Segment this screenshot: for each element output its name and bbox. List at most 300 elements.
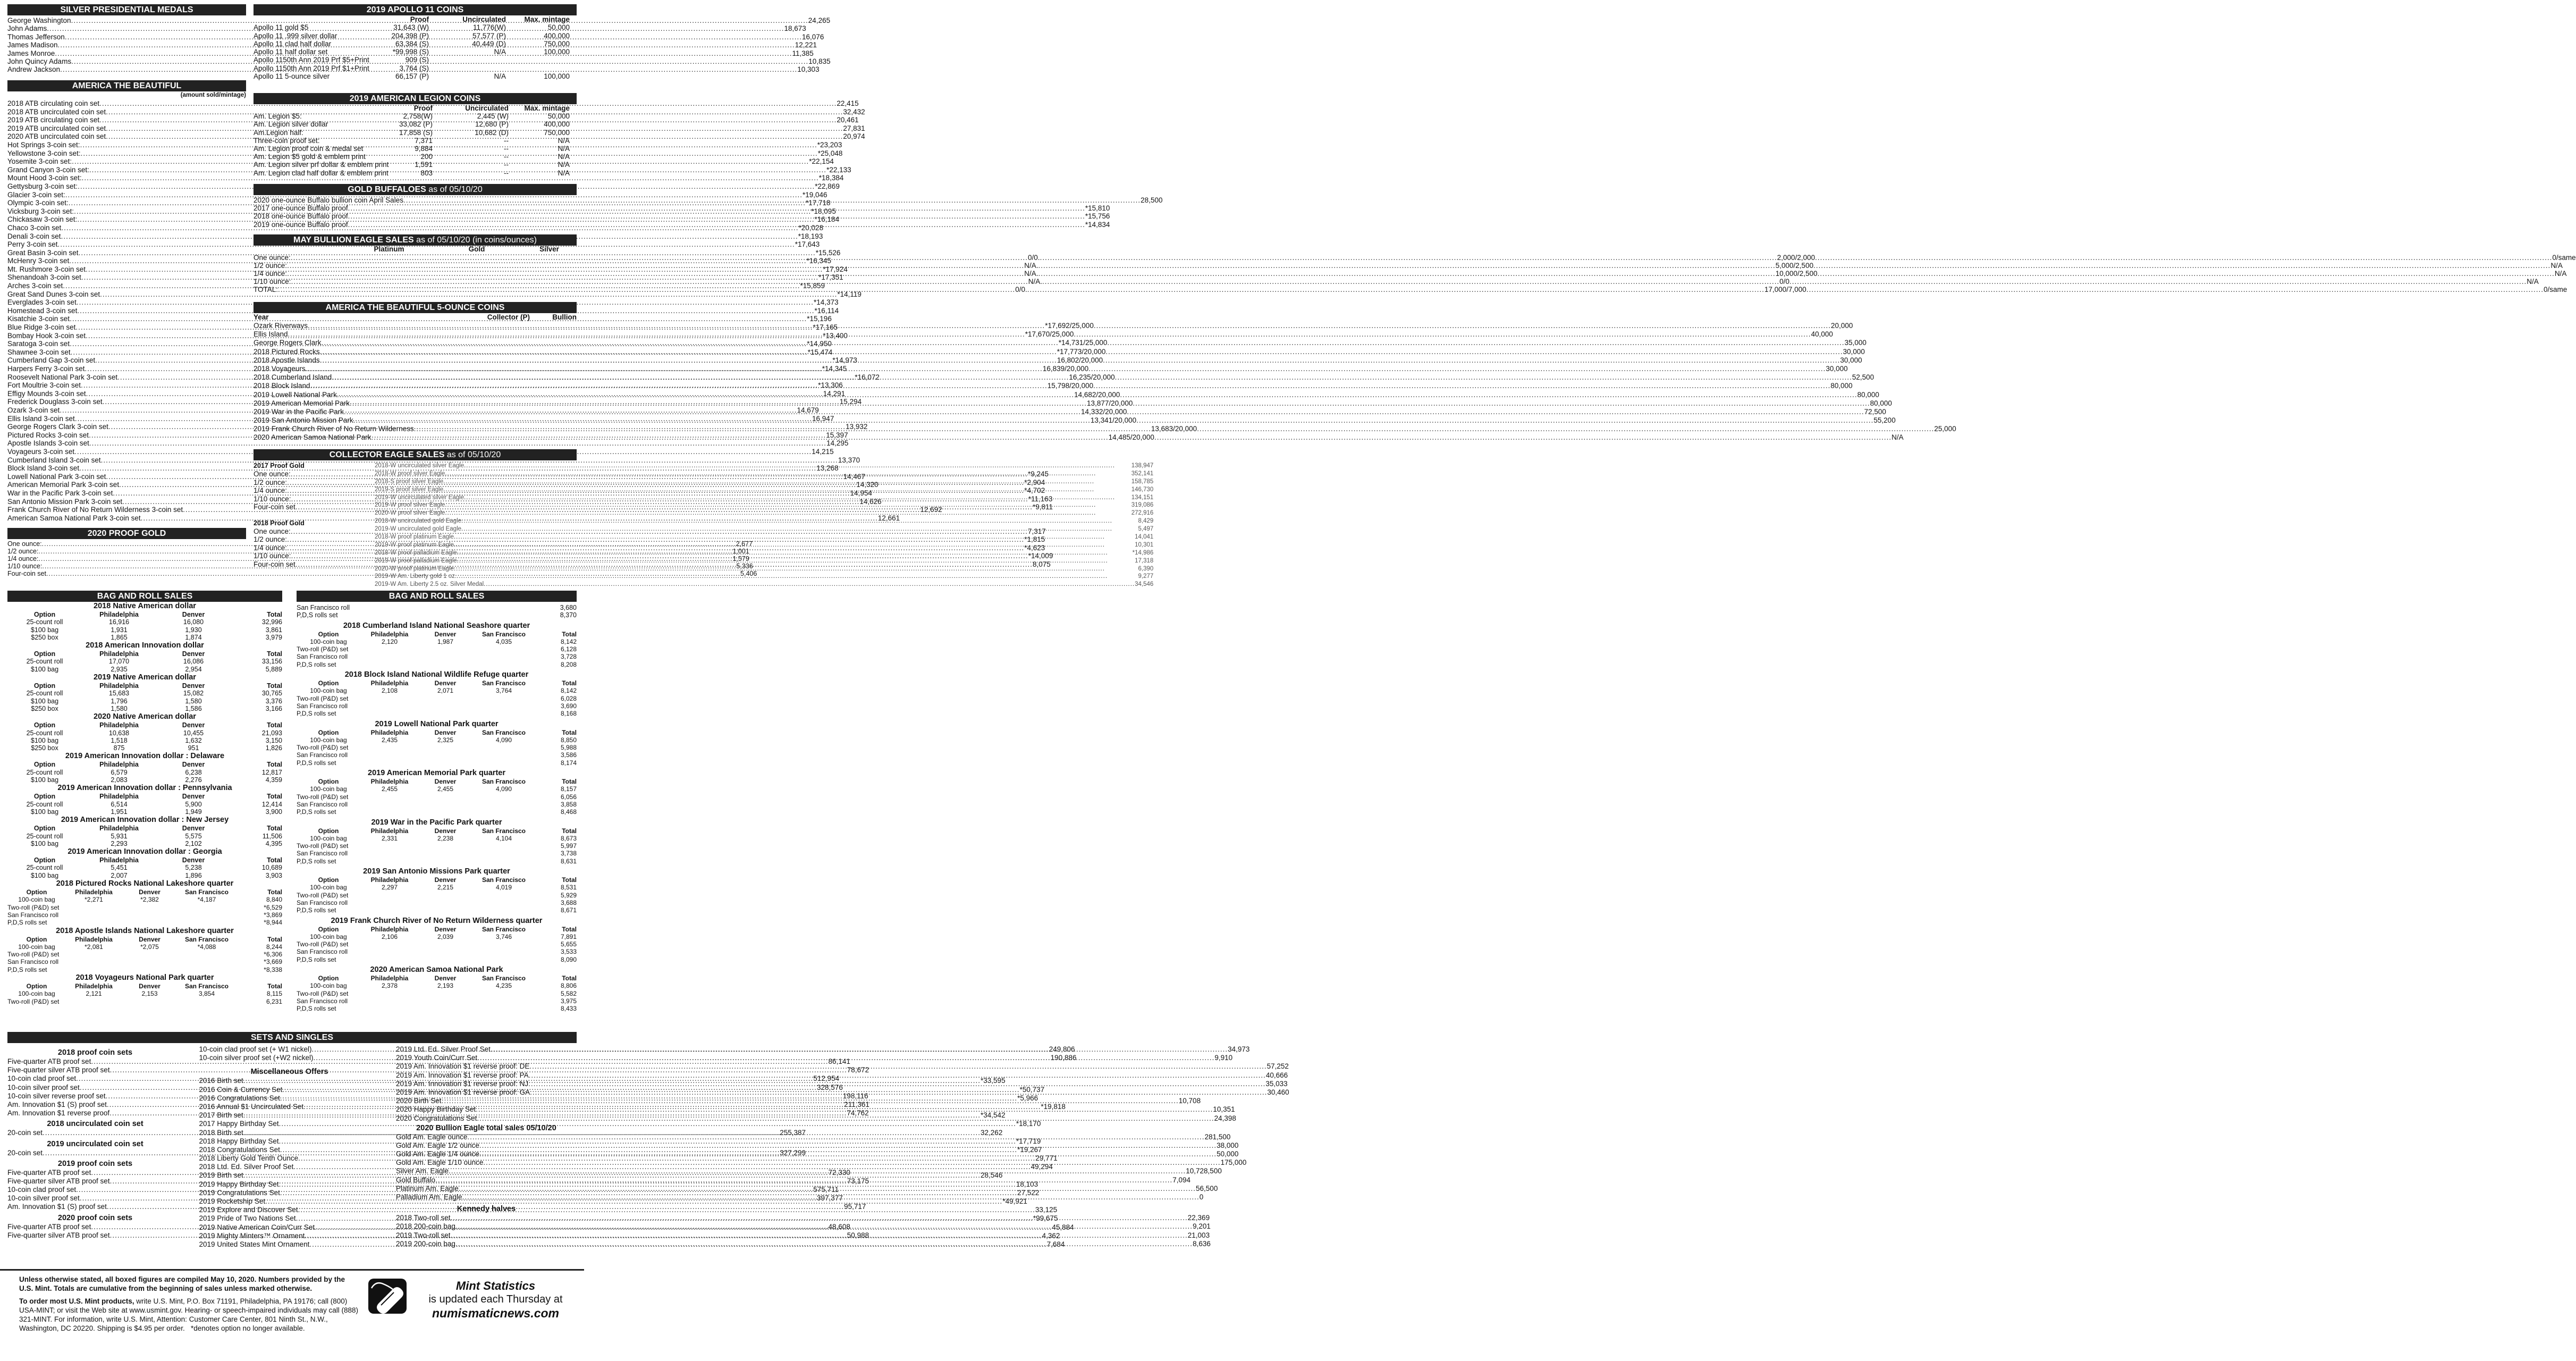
column-header: Philadelphia — [370, 679, 409, 687]
footer-order-lead: To order most U.S. Mint products, — [19, 1297, 134, 1305]
sets-singles-box — [7, 1032, 1289, 1249]
cell-value — [472, 653, 536, 660]
item-label: 2019 United States Mint Ornament — [199, 1240, 310, 1248]
leader-dots — [1105, 348, 1843, 356]
leader-dots — [320, 356, 1057, 365]
section-title: 2019 War in the Pacific Park quarter — [371, 818, 502, 827]
row-label: Two-roll (P&D) set — [297, 842, 349, 850]
promo-site[interactable]: numismaticnews.com — [432, 1306, 560, 1320]
cell-value — [419, 751, 472, 759]
leader-dots — [1107, 339, 1844, 347]
collector-eagle-date: as of 05/10/20 — [446, 450, 501, 459]
bag-roll-right-box — [297, 591, 577, 1012]
column-header: Philadelphia — [370, 728, 409, 736]
item-value: 22,369 — [1187, 1214, 1210, 1222]
item-value: 12,221 — [795, 41, 817, 49]
row-label: 2018 Voyageurs — [254, 364, 306, 373]
item-label: Block Island 3-coin set — [7, 464, 80, 473]
row-label: 2019 War in the Pacific Park — [254, 407, 344, 416]
bag-table — [7, 856, 282, 879]
item-value: 10,303 — [797, 65, 820, 74]
item-value: 17,318 — [1135, 557, 1154, 564]
column-header: San Francisco — [184, 935, 229, 943]
item-value: 32,262 — [981, 1128, 1003, 1137]
item-value: 10,351 — [1213, 1105, 1235, 1114]
column-header: Denver — [434, 630, 457, 638]
item-label: James Madison — [7, 41, 58, 49]
column-header: Silver — [539, 245, 559, 253]
item-label: 1/2 ounce: — [254, 478, 288, 486]
row-label: $100 bag — [30, 697, 59, 705]
cell-value — [419, 956, 472, 963]
item-label: 2019 Am. Innovation $1 reverse proof: DE — [396, 1062, 530, 1071]
row-label: P,D,S rolls set — [297, 857, 336, 865]
cell-value: 8,174 — [560, 759, 577, 767]
column-header: Denver — [182, 682, 205, 690]
set-group-title: 2019 proof coin sets — [57, 1159, 133, 1168]
cell-value — [360, 702, 419, 710]
item-value: 48,608 — [828, 1222, 850, 1231]
item-label: Yosemite 3-coin set: — [7, 157, 72, 166]
column-header: Philadelphia — [75, 888, 113, 896]
collector-value: 13,877/20,000 — [1087, 399, 1133, 407]
item-value: *18,095 — [811, 207, 836, 215]
column-header: San Francisco — [482, 925, 526, 933]
cell-value: 2,455 — [381, 785, 398, 793]
item-label: Arches 3-coin set — [7, 282, 63, 290]
item-label: 2016 Annual $1 Uncirculated Set — [199, 1102, 304, 1111]
gold-value: 17,000/7,000 — [1764, 285, 1806, 294]
column-header: Denver — [434, 974, 457, 982]
item-label: Bombay Hook 3-coin set — [7, 331, 86, 340]
row-label: Am. Legion clad half dollar & emblem print — [254, 169, 388, 177]
bullion-value: 35,000 — [1844, 339, 1866, 347]
cell-value — [419, 892, 472, 899]
eagle-row — [375, 557, 1153, 565]
item-value: *33,595 — [981, 1077, 1006, 1085]
cell-value: *4,187 — [197, 896, 216, 904]
cell-value: 2,007 — [111, 871, 128, 879]
item-value: *15,859 — [800, 282, 825, 290]
cell-value: 10,455 — [183, 729, 204, 737]
item-label: 2019 Rocketship Set — [199, 1197, 266, 1205]
cell-value: *4,088 — [197, 943, 216, 951]
item-label: 2019-W Am. Liberty gold 1 oz. — [375, 573, 457, 580]
cell-value: -- — [504, 153, 509, 161]
column-header: Proof — [413, 104, 433, 112]
collector-eagle-title: COLLECTOR EAGLE SALES — [329, 450, 445, 459]
column-header: Option — [33, 761, 56, 769]
item-value: 7,684 — [1046, 1240, 1065, 1248]
collector-value: 13,341/20,000 — [1090, 416, 1137, 425]
leader-dots — [459, 1184, 1196, 1193]
column-header: Total — [562, 827, 577, 835]
row-label: 25-count roll — [26, 832, 63, 840]
cell-value: 951 — [188, 744, 199, 752]
cell-value: -- — [504, 145, 509, 153]
column-header: San Francisco — [184, 888, 229, 896]
item-value: 352,141 — [1131, 470, 1154, 477]
row-label: $100 bag — [30, 871, 59, 879]
quarter-section — [297, 867, 577, 914]
cell-value: 5,238 — [185, 864, 202, 872]
item-label: Four-coin set — [254, 560, 295, 568]
leader-dots — [353, 416, 1091, 425]
column-header: Philadelphia — [370, 876, 409, 884]
cell-value: 1,580 — [185, 697, 202, 705]
item-label: Gold Am. Eagle 1/2 ounce — [396, 1141, 479, 1149]
cell-value: 204,398 (P) — [391, 31, 429, 40]
item-label: 2016 Birth set — [199, 1077, 243, 1085]
column-header: Option — [33, 611, 56, 618]
leader-dots — [291, 254, 1028, 262]
column-header: Denver — [182, 793, 205, 801]
item-value: 32,432 — [843, 107, 865, 116]
item-value: 14,291 — [823, 389, 846, 398]
quarter-section — [297, 769, 577, 816]
row-label: P,D,S rolls set — [297, 611, 338, 619]
item-label: 2019 Congratulations Set — [199, 1188, 280, 1197]
cell-value — [178, 904, 236, 911]
item-label: 1/10 ounce: — [254, 552, 291, 560]
item-value: *25,048 — [817, 149, 843, 157]
atb-note: (amount sold/mintage) — [180, 92, 246, 98]
cell-value: 5,997 — [560, 842, 577, 850]
bag-table — [297, 974, 577, 1012]
item-value: 14,041 — [1135, 534, 1154, 541]
row-label: $100 bag — [30, 776, 59, 784]
leader-dots — [484, 581, 1135, 589]
column-header: Philadelphia — [99, 793, 139, 801]
item-label: 10-coin clad proof set (+ W1 nickel) — [199, 1045, 312, 1053]
item-value: 15,294 — [839, 398, 862, 406]
item-label: Thomas Jefferson — [7, 32, 65, 41]
item-value: *16,345 — [806, 257, 832, 265]
gold-value: 2,000/2,000 — [1777, 253, 1815, 262]
item-label: 2019 Explore and Discover Set — [199, 1206, 298, 1214]
cell-value — [472, 990, 536, 997]
row-label: 100-coin bag — [310, 982, 347, 990]
leader-dots — [337, 391, 1074, 399]
item-value: 28,500 — [1141, 196, 1163, 204]
section-title: 2020 Native American dollar — [94, 712, 196, 721]
cell-value — [419, 842, 472, 850]
item-label: Five-quarter silver ATB proof set — [7, 1066, 110, 1074]
column-header: Philadelphia — [99, 721, 139, 729]
bag-roll-left-header: BAG AND ROLL SALES — [7, 591, 282, 602]
cell-value: *8,944 — [264, 919, 282, 927]
row-label: $100 bag — [30, 839, 59, 847]
cell-value — [472, 892, 536, 899]
item-value: 21,003 — [1187, 1231, 1210, 1239]
leader-dots — [457, 573, 1138, 581]
row-label: 1/4 ounce: — [254, 269, 288, 278]
cell-value: 1,949 — [185, 808, 202, 816]
section-title: 2018 Voyageurs National Park quarter — [75, 973, 214, 982]
item-label: Grand Canyon 3-coin set: — [7, 165, 89, 174]
column-header: Denver — [139, 935, 161, 943]
cell-value: 6,028 — [560, 694, 577, 702]
item-value: *4,702 — [1024, 486, 1045, 494]
row-label: 2018 Block Island — [254, 382, 310, 390]
item-value: *19,818 — [1041, 1102, 1066, 1111]
cell-value — [419, 899, 472, 906]
cell-value: 750,000 — [544, 128, 570, 137]
item-value: *11,163 — [1028, 494, 1053, 503]
column-header: Total — [267, 721, 282, 729]
item-value: *13,306 — [818, 381, 843, 390]
cell-value — [419, 653, 472, 660]
row-label: San Francisco roll — [297, 997, 348, 1005]
column-header: Option — [33, 682, 56, 690]
leader-dots — [1127, 408, 1864, 416]
cell-value — [360, 661, 419, 668]
cell-value — [472, 858, 536, 865]
column-header: Denver — [182, 856, 205, 864]
row-label: Am. Legion $5 gold & emblem print — [254, 153, 366, 161]
leader-dots — [451, 1214, 1188, 1222]
cell-value — [360, 645, 419, 653]
quarter-section — [297, 965, 577, 1012]
eagle-row — [375, 525, 1153, 533]
item-value: 14,215 — [812, 447, 834, 456]
cell-value: 12,680 (P) — [475, 120, 509, 129]
item-value: 10,835 — [808, 57, 831, 65]
atb-row — [7, 298, 839, 307]
item-value: 5,406 — [740, 570, 757, 577]
cell-value — [178, 911, 236, 919]
item-value: 281,500 — [1204, 1132, 1231, 1141]
cell-value: 2,193 — [437, 982, 454, 990]
quarter-section — [297, 818, 577, 865]
eagle-row — [375, 549, 1153, 557]
bullion-value: 55,200 — [1873, 416, 1896, 425]
bullion-value: 80,000 — [1870, 399, 1892, 407]
item-value: 134,151 — [1131, 494, 1154, 501]
item-value: *49,921 — [1002, 1197, 1027, 1205]
cell-value: 50,000 — [547, 112, 570, 121]
collector-value: *14,731/25,000 — [1058, 339, 1108, 347]
row-label: $100 bag — [30, 665, 59, 673]
row-label: Apollo 11 clad half dollar — [254, 39, 332, 48]
row-label: Apollo 11 5-ounce silver — [254, 72, 330, 81]
row-label: Three-coin proof set: — [254, 136, 320, 145]
cell-value: 3,728 — [560, 653, 577, 661]
item-value: 13,370 — [838, 456, 860, 464]
cell-value: 8,168 — [560, 710, 577, 718]
leader-dots — [414, 425, 1151, 433]
row-label: P,D,S rolls set — [297, 808, 336, 816]
cell-value: 4,090 — [495, 785, 512, 793]
cell-value: 1,931 — [111, 626, 128, 634]
item-value: 8,075 — [1033, 560, 1051, 568]
cell-value: 3,533 — [560, 948, 577, 956]
cell-value — [472, 661, 536, 668]
cell-value: 2,435 — [381, 736, 398, 744]
gold-value: 0/0 — [1779, 278, 1790, 286]
item-label: Am. Innovation $1 (S) proof set — [7, 1203, 107, 1211]
cell-value: 8,806 — [560, 982, 577, 990]
item-label: 1/10 ounce: — [254, 494, 291, 503]
leader-dots — [1042, 278, 1779, 285]
item-value: *99,675 — [1033, 1214, 1058, 1223]
bullion-eagle-date: as of 05/10/20 (in coins/ounces) — [416, 236, 537, 245]
item-value: 56,500 — [1196, 1184, 1218, 1192]
item-label: Am. Innovation $1 (S) proof set — [7, 1100, 107, 1108]
item-label: Silver Am. Eagle — [396, 1167, 449, 1175]
section-title: 2018 Cumberland Island National Seashore quarter — [343, 621, 530, 630]
leader-dots — [435, 1176, 1172, 1184]
item-value: 72,330 — [828, 1168, 850, 1177]
row-label: San Francisco roll — [7, 911, 59, 919]
bullion-value: 30,000 — [1843, 347, 1865, 356]
promo-line: is updated each Thursday at — [428, 1293, 563, 1305]
cell-value — [66, 966, 122, 973]
cell-value — [419, 710, 472, 717]
mouse-icon — [368, 1279, 407, 1314]
item-value: 14,679 — [797, 406, 819, 414]
leader-dots — [477, 1114, 1214, 1123]
cell-value: 200 — [420, 153, 433, 161]
section-title: 2018 Block Island National Wildlife Refuge quarter — [344, 670, 529, 679]
bullion-value: 80,000 — [1857, 390, 1879, 399]
item-value: 211,361 — [844, 1100, 869, 1108]
item-label: Five-quarter ATB proof set — [7, 1168, 91, 1177]
item-value: *17,643 — [795, 240, 820, 249]
section-title: 2019 American Innovation dollar : Delaware — [65, 752, 225, 761]
leader-dots — [1093, 382, 1830, 390]
platinum-value: N/A. — [1028, 278, 1043, 286]
item-label: 2018-W proof platinum Eagle — [375, 534, 454, 541]
row-label: 2018 Apostle Islands — [254, 356, 320, 364]
row-label: San Francisco roll — [7, 958, 59, 966]
item-label: Five-quarter ATB proof set — [7, 1057, 91, 1065]
leader-dots — [332, 373, 1069, 382]
column-header: Denver — [434, 876, 457, 884]
leader-dots — [1088, 365, 1826, 373]
cell-value — [360, 751, 419, 759]
eagle-row — [375, 509, 1153, 517]
item-value: 27,522 — [1017, 1188, 1040, 1197]
cell-value: 2,071 — [437, 687, 454, 695]
cell-value: 33,156 — [261, 658, 282, 666]
item-label: Perry 3-coin set — [7, 240, 58, 249]
item-label: Fort Moultrie 3-coin set — [7, 381, 81, 390]
item-label: 2019 Two-roll set — [396, 1231, 451, 1239]
cell-value: 2,445 (W) — [477, 112, 509, 121]
item-value: 34,546 — [1135, 581, 1154, 588]
item-label: 2018-W uncirculated gold Eagle — [375, 518, 462, 525]
cell-value: 3,975 — [560, 997, 577, 1005]
item-label: Great Basin 3-coin set — [7, 248, 79, 257]
row-label: P,D,S rolls set — [297, 660, 336, 668]
leader-dots — [371, 433, 1108, 442]
cell-value: N/A — [558, 153, 570, 161]
cell-value — [360, 906, 419, 914]
cell-value — [178, 998, 236, 1005]
cell-value: 8,090 — [560, 955, 577, 963]
silver-value: N/A — [2527, 278, 2539, 286]
apollo-grid — [254, 15, 577, 80]
leader-dots — [464, 462, 1131, 470]
cell-value: 3,586 — [560, 751, 577, 759]
column-header: Philadelphia — [370, 630, 409, 638]
column-header: Denver — [434, 827, 457, 835]
legion-table — [254, 104, 577, 177]
cell-value: 10,638 — [108, 729, 130, 737]
item-value: 2,677 — [736, 540, 753, 548]
leader-dots — [1136, 416, 1873, 425]
apollo-box — [254, 4, 577, 80]
item-value: 95,717 — [844, 1203, 866, 1211]
column-header: Collector (P) — [487, 313, 530, 321]
row-label: P,D,S rolls set — [297, 1005, 336, 1013]
item-label: Olympic 3-coin set: — [7, 199, 69, 207]
item-label: Shawnee 3-coin set — [7, 348, 71, 356]
cell-value: 750,000 — [544, 39, 570, 48]
item-value: 24,265 — [808, 16, 831, 24]
leader-dots — [1154, 433, 1891, 442]
cell-value: 21,093 — [261, 729, 282, 737]
cell-value — [472, 702, 536, 710]
row-label: 2019 Frank Church River of No Return Wilderness — [254, 425, 414, 433]
cell-value: 1,951 — [111, 808, 128, 816]
column-header: Denver — [139, 888, 161, 896]
bullion-value: 40,000 — [1811, 330, 1833, 339]
cell-value: 803 — [420, 169, 433, 177]
cell-value: 15,082 — [183, 690, 204, 698]
item-label: Ellis Island 3-coin set — [7, 414, 75, 423]
bullion-eagle-header — [254, 234, 577, 246]
cell-value: -- — [504, 161, 509, 169]
row-label: Two-roll (P&D) set — [7, 997, 60, 1005]
section-title: 2019 Frank Church River of No Return Wilderness quarter — [331, 916, 543, 925]
column-header: Denver — [434, 728, 457, 736]
leader-dots — [529, 1062, 1266, 1071]
row-label: Am.Legion half: — [254, 128, 303, 137]
cell-value: 6,579 — [111, 768, 128, 776]
item-label: 2019-W proof silver Eagle — [375, 502, 445, 509]
eagle-row — [375, 565, 1153, 573]
cell-value — [506, 56, 570, 64]
footer-text — [19, 1275, 359, 1333]
cell-value — [506, 64, 570, 72]
item-value: 24,398 — [1214, 1114, 1236, 1122]
item-value: 10,728,500 — [1186, 1167, 1222, 1175]
item-label: Shenandoah 3-coin set — [7, 273, 81, 282]
item-label: 1/2 ounce: — [254, 535, 288, 543]
cell-value — [472, 710, 536, 717]
row-label: Two-roll (P&D) set — [297, 989, 349, 997]
cell-value: 100,000 — [544, 72, 570, 81]
leader-dots — [1197, 425, 1934, 433]
row-label: 100-coin bag — [310, 637, 347, 645]
leader-dots — [477, 1054, 1214, 1062]
leader-dots — [454, 541, 1135, 549]
item-value: 327,299 — [780, 1148, 806, 1157]
item-label: 2018-S proof silver Eagle — [375, 478, 444, 485]
item-label: 2019-W Am. Liberty 2.5 oz. Silver Medal — [375, 581, 484, 588]
row-label: George Rogers Clark — [254, 339, 322, 347]
cell-value: 8,244 — [266, 943, 282, 951]
item-label: Great Sand Dunes 3-coin set — [7, 290, 100, 298]
column-header: Total — [267, 793, 282, 801]
sets-singles-header: SETS AND SINGLES — [7, 1032, 577, 1043]
cell-value: 1,580 — [111, 704, 128, 712]
item-label: 10-coin silver reverse proof set — [7, 1091, 106, 1100]
cell-value — [360, 997, 419, 1005]
row-label: 25-count roll — [26, 690, 63, 698]
